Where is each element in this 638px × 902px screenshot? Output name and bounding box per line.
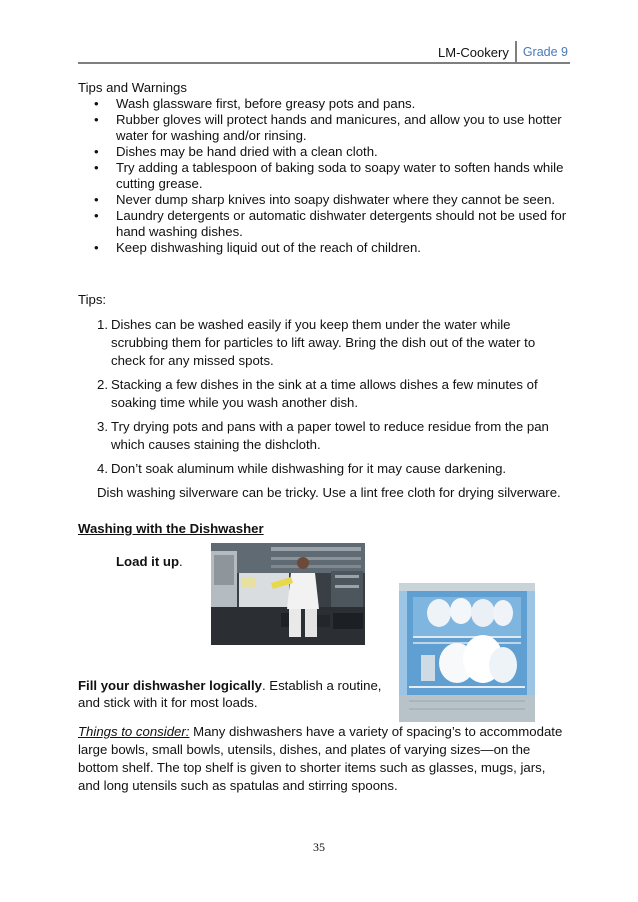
grade-label: Grade 9 [522, 45, 568, 59]
list-item: 2. Stacking a few dishes in the sink at a time allows dishes a few minutes of soaking time while you wash another dish. [97, 377, 538, 410]
list-item: • Never dump sharp knives into soapy dishwater where they cannot be seen. [94, 192, 556, 207]
kitchen-staff-image [211, 543, 365, 645]
tips-warnings-list [78, 96, 570, 256]
bullet-icon: • [94, 96, 99, 111]
tips-section [78, 292, 570, 502]
course-name: LM-Cookery [438, 44, 509, 60]
page-header [438, 41, 568, 63]
list-item: • Try adding a tablespoon of baking soda to soapy water to soften hands while cutting grease. [94, 160, 564, 191]
bullet-icon: • [94, 160, 99, 175]
list-item: • Laundry detergents or automatic dishwater detergents should not be used for hand washing dishes. [94, 208, 567, 239]
things-to-consider-paragraph: Things to consider: Many dishwashers have a variety of spacing’s to accommodate large bowls, small bowls, utensils, dishes, and plates of varying sizes—on the bottom shelf. The top shelf is given to shorter items such as glasses, mugs, jars, and long utensils such as spatulas and stirring spoons. [78, 724, 563, 793]
bullet-icon: • [94, 112, 99, 127]
tips-list [78, 316, 570, 478]
list-item: • Keep dishwashing liquid out of the reach of children. [94, 240, 421, 255]
fill-dishwasher-paragraph: Fill your dishwasher logically. Establish a routine, and stick with it for most loads. [78, 678, 382, 710]
load-it-up: Load it up. [116, 554, 183, 569]
kitchen-staff-photo [211, 543, 365, 645]
tips-title: Tips: [78, 292, 107, 307]
bullet-icon: • [94, 208, 99, 223]
tips-warnings-title: Tips and Warnings [78, 80, 187, 95]
page-number: 35 [313, 840, 325, 854]
list-item: • Dishes may be hand dried with a clean cloth. [94, 144, 378, 159]
dishwasher-heading: Washing with the Dishwasher [78, 521, 264, 536]
open-dishwasher-photo [399, 583, 535, 722]
list-item: • Rubber gloves will protect hands and manicures, and allow you to use hotter water for washing and/or rinsing. [94, 112, 562, 143]
dishwasher-image [399, 583, 535, 722]
tips-warnings-section [78, 80, 570, 256]
silverware-note: Dish washing silverware can be tricky. Use a lint free cloth for drying silverware. [97, 485, 561, 500]
list-item: 4. Don’t soak aluminum while dishwashing for it may cause darkening. [97, 461, 507, 476]
list-item: 1. Dishes can be washed easily if you keep them under the water while scrubbing them for particles to lift away. Bring the dish out of the water to check for any missed spots. [97, 317, 536, 368]
list-item: • Wash glassware first, before greasy pots and pans. [94, 96, 416, 111]
bullet-icon: • [94, 192, 99, 207]
bullet-icon: • [94, 240, 99, 255]
bullet-icon: • [94, 144, 99, 159]
list-item: 3. Try drying pots and pans with a paper towel to reduce residue from the pan which causes staining the dishcloth. [97, 419, 549, 452]
header-rule [78, 62, 570, 64]
